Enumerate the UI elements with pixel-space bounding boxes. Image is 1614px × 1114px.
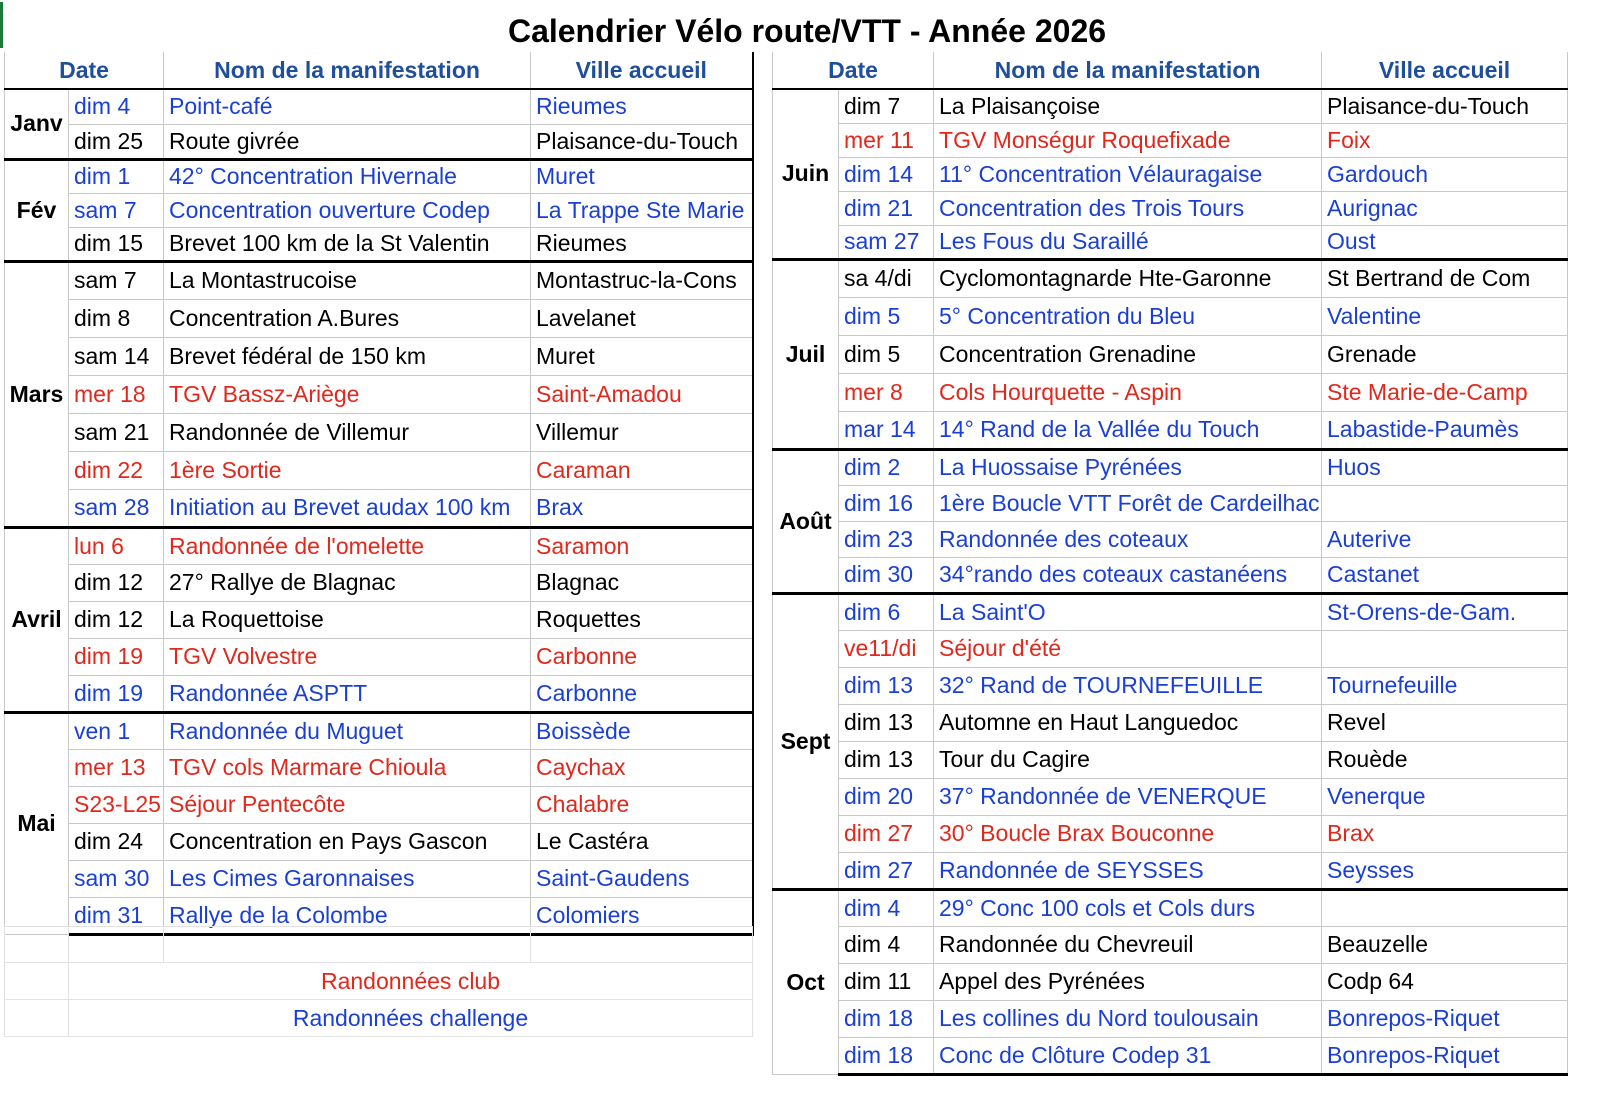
event-name-cell[interactable]: Initiation au Brevet audax 100 km bbox=[164, 489, 531, 527]
event-name-cell[interactable]: Brevet 100 km de la St Valentin bbox=[164, 227, 531, 261]
event-name-cell[interactable]: Les Cimes Garonnaises bbox=[164, 860, 531, 897]
month-cell[interactable]: Juil bbox=[773, 259, 839, 449]
event-city-cell[interactable]: Rieumes bbox=[531, 227, 753, 261]
event-date-cell[interactable]: dim 5 bbox=[839, 297, 934, 335]
event-city-cell[interactable]: Valentine bbox=[1322, 297, 1568, 335]
event-name-cell[interactable]: 14° Rand de la Vallée du Touch bbox=[934, 411, 1322, 449]
event-row bbox=[773, 667, 1568, 704]
event-row bbox=[5, 749, 753, 786]
event-row bbox=[773, 1000, 1568, 1037]
event-row bbox=[5, 337, 753, 375]
event-name-cell[interactable]: Concentration ouverture Codep bbox=[164, 193, 531, 227]
event-name-cell[interactable]: Concentration en Pays Gascon bbox=[164, 823, 531, 860]
event-name-cell[interactable]: 1ère Sortie bbox=[164, 451, 531, 489]
event-name-cell[interactable]: Brevet fédéral de 150 km bbox=[164, 337, 531, 375]
event-row bbox=[5, 638, 753, 675]
event-city-cell[interactable]: Saint-Amadou bbox=[531, 375, 753, 413]
event-row bbox=[5, 261, 753, 299]
event-city-cell[interactable]: Huos bbox=[1322, 449, 1568, 485]
event-row bbox=[773, 741, 1568, 778]
month-cell[interactable]: Avril bbox=[5, 527, 69, 712]
event-date-cell[interactable]: dim 27 bbox=[839, 852, 934, 889]
header-city[interactable]: Ville accueil bbox=[531, 52, 753, 89]
header-date[interactable]: Date bbox=[773, 52, 934, 89]
event-city-cell[interactable]: Brax bbox=[531, 489, 753, 527]
event-name-cell[interactable]: Cols Hourquette - Aspin bbox=[934, 373, 1322, 411]
event-row bbox=[5, 489, 753, 527]
event-date-cell[interactable]: dim 4 bbox=[839, 889, 934, 926]
event-row bbox=[773, 89, 1568, 123]
event-row bbox=[773, 815, 1568, 852]
calendar-title: Calendrier Vélo route/VTT - Année 2026 bbox=[507, 13, 1107, 49]
event-name-cell[interactable]: Randonnée des coteaux bbox=[934, 521, 1322, 557]
event-name-cell[interactable]: Route givrée bbox=[164, 124, 531, 159]
event-city-cell[interactable]: Montastruc-la-Cons bbox=[531, 261, 753, 299]
event-row bbox=[773, 123, 1568, 157]
month-cell[interactable]: Fév bbox=[5, 159, 69, 261]
event-name-cell[interactable]: Randonnée du Chevreuil bbox=[934, 926, 1322, 963]
event-date-cell[interactable]: dim 5 bbox=[839, 335, 934, 373]
event-city-cell[interactable]: Rouède bbox=[1322, 741, 1568, 778]
event-date-cell[interactable]: mer 13 bbox=[69, 749, 164, 786]
month-cell[interactable]: Sept bbox=[773, 593, 839, 889]
empty-cell[interactable] bbox=[69, 927, 164, 963]
event-row bbox=[5, 227, 753, 261]
empty-cell[interactable] bbox=[531, 927, 753, 963]
event-row bbox=[773, 411, 1568, 449]
event-row bbox=[5, 124, 753, 159]
event-city-cell[interactable]: Plaisance-du-Touch bbox=[1322, 89, 1568, 123]
event-date-cell[interactable]: dim 22 bbox=[69, 451, 164, 489]
event-date-cell[interactable]: dim 1 bbox=[69, 159, 164, 193]
event-row bbox=[773, 191, 1568, 225]
event-city-cell[interactable] bbox=[1322, 485, 1568, 521]
event-date-cell[interactable]: ve11/di bbox=[839, 630, 934, 667]
event-city-cell[interactable]: Revel bbox=[1322, 704, 1568, 741]
event-row bbox=[773, 485, 1568, 521]
empty-cell[interactable] bbox=[5, 963, 69, 1000]
event-row bbox=[773, 963, 1568, 1000]
event-city-cell[interactable]: Grenade bbox=[1322, 335, 1568, 373]
event-name-cell[interactable]: Séjour Pentecôte bbox=[164, 786, 531, 823]
event-row bbox=[773, 704, 1568, 741]
event-date-cell[interactable]: dim 20 bbox=[839, 778, 934, 815]
month-cell[interactable]: Oct bbox=[773, 889, 839, 1074]
empty-cell[interactable] bbox=[5, 1000, 69, 1037]
event-row bbox=[773, 521, 1568, 557]
event-row bbox=[773, 157, 1568, 191]
event-row bbox=[5, 564, 753, 601]
event-date-cell[interactable]: dim 18 bbox=[839, 1037, 934, 1074]
event-date-cell[interactable]: lun 6 bbox=[69, 527, 164, 564]
event-date-cell[interactable]: dim 13 bbox=[839, 741, 934, 778]
event-city-cell[interactable]: Aurignac bbox=[1322, 191, 1568, 225]
event-row bbox=[773, 297, 1568, 335]
event-date-cell[interactable]: dim 23 bbox=[839, 521, 934, 557]
event-city-cell[interactable]: Bonrepos-Riquet bbox=[1322, 1000, 1568, 1037]
event-date-cell[interactable]: sam 14 bbox=[69, 337, 164, 375]
event-city-cell[interactable]: Brax bbox=[1322, 815, 1568, 852]
event-city-cell[interactable]: Beauzelle bbox=[1322, 926, 1568, 963]
legend-club[interactable]: Randonnées club bbox=[69, 963, 753, 1000]
event-date-cell[interactable]: sam 21 bbox=[69, 413, 164, 451]
event-name-cell[interactable]: La Plaisançoise bbox=[934, 89, 1322, 123]
event-name-cell[interactable]: 27° Rallye de Blagnac bbox=[164, 564, 531, 601]
event-name-cell[interactable]: Point-café bbox=[164, 89, 531, 124]
event-date-cell[interactable]: mer 18 bbox=[69, 375, 164, 413]
event-row bbox=[773, 593, 1568, 630]
event-row bbox=[773, 778, 1568, 815]
event-name-cell[interactable]: TGV cols Marmare Chioula bbox=[164, 749, 531, 786]
event-date-cell[interactable]: sam 27 bbox=[839, 225, 934, 259]
event-date-cell[interactable]: sam 7 bbox=[69, 193, 164, 227]
event-name-cell[interactable]: Randonnée de SEYSSES bbox=[934, 852, 1322, 889]
event-name-cell[interactable]: 37° Randonnée de VENERQUE bbox=[934, 778, 1322, 815]
event-date-cell[interactable]: dim 13 bbox=[839, 667, 934, 704]
event-date-cell[interactable]: dim 18 bbox=[839, 1000, 934, 1037]
event-row bbox=[773, 557, 1568, 593]
event-name-cell[interactable]: 30° Boucle Brax Bouconne bbox=[934, 815, 1322, 852]
event-name-cell[interactable]: 1ère Boucle VTT Forêt de Cardeilhac bbox=[934, 485, 1322, 521]
month-cell[interactable]: Mars bbox=[5, 261, 69, 527]
event-name-cell[interactable]: 11° Concentration Vélauragaise bbox=[934, 157, 1322, 191]
event-row bbox=[5, 413, 753, 451]
event-city-cell[interactable]: Auterive bbox=[1322, 521, 1568, 557]
event-name-cell[interactable]: Concentration Grenadine bbox=[934, 335, 1322, 373]
event-row bbox=[5, 299, 753, 337]
event-date-cell[interactable]: dim 21 bbox=[839, 191, 934, 225]
event-date-cell[interactable]: dim 25 bbox=[69, 124, 164, 159]
month-cell[interactable]: Janv bbox=[5, 89, 69, 159]
event-city-cell[interactable]: Lavelanet bbox=[531, 299, 753, 337]
event-row bbox=[5, 675, 753, 712]
event-date-cell[interactable]: ven 1 bbox=[69, 712, 164, 749]
event-name-cell[interactable]: Appel des Pyrénées bbox=[934, 963, 1322, 1000]
event-name-cell[interactable]: Randonnée de Villemur bbox=[164, 413, 531, 451]
event-name-cell[interactable]: TGV Monségur Roquefixade bbox=[934, 123, 1322, 157]
event-city-cell[interactable]: Bonrepos-Riquet bbox=[1322, 1037, 1568, 1074]
event-date-cell[interactable]: dim 4 bbox=[69, 89, 164, 124]
event-name-cell[interactable]: La Saint'O bbox=[934, 593, 1322, 630]
event-city-cell[interactable]: Chalabre bbox=[531, 786, 753, 823]
event-name-cell[interactable]: Les collines du Nord toulousain bbox=[934, 1000, 1322, 1037]
event-row bbox=[773, 449, 1568, 485]
event-city-cell[interactable]: Ste Marie-de-Camp bbox=[1322, 373, 1568, 411]
event-name-cell[interactable]: Rallye de la Colombe bbox=[164, 897, 531, 934]
event-city-cell[interactable]: Oust bbox=[1322, 225, 1568, 259]
month-cell[interactable]: Juin bbox=[773, 89, 839, 259]
event-date-cell[interactable]: dim 27 bbox=[839, 815, 934, 852]
event-date-cell[interactable]: sam 7 bbox=[69, 261, 164, 299]
event-name-cell[interactable]: Automne en Haut Languedoc bbox=[934, 704, 1322, 741]
event-date-cell[interactable]: sam 28 bbox=[69, 489, 164, 527]
event-city-cell[interactable]: Villemur bbox=[531, 413, 753, 451]
event-row bbox=[5, 451, 753, 489]
month-cell[interactable]: Mai bbox=[5, 712, 69, 934]
event-name-cell[interactable]: TGV Volvestre bbox=[164, 638, 531, 675]
event-city-cell[interactable]: Caraman bbox=[531, 451, 753, 489]
event-row bbox=[773, 630, 1568, 667]
event-date-cell[interactable]: dim 16 bbox=[839, 485, 934, 521]
event-row bbox=[773, 889, 1568, 926]
event-city-cell[interactable]: St-Orens-de-Gam. bbox=[1322, 593, 1568, 630]
event-name-cell[interactable]: Randonnée de l'omelette bbox=[164, 527, 531, 564]
event-city-cell[interactable]: Carbonne bbox=[531, 638, 753, 675]
event-city-cell[interactable]: Caychax bbox=[531, 749, 753, 786]
event-city-cell[interactable]: Gardouch bbox=[1322, 157, 1568, 191]
event-city-cell[interactable]: Carbonne bbox=[531, 675, 753, 712]
event-name-cell[interactable]: Séjour d'été bbox=[934, 630, 1322, 667]
event-row bbox=[773, 259, 1568, 297]
event-date-cell[interactable]: dim 4 bbox=[839, 926, 934, 963]
event-date-cell[interactable]: dim 12 bbox=[69, 564, 164, 601]
event-row bbox=[773, 1037, 1568, 1074]
event-date-cell[interactable]: mer 11 bbox=[839, 123, 934, 157]
event-row bbox=[5, 823, 753, 860]
event-name-cell[interactable]: La Huossaise Pyrénées bbox=[934, 449, 1322, 485]
event-city-cell[interactable]: Saramon bbox=[531, 527, 753, 564]
event-name-cell[interactable]: Conc de Clôture Codep 31 bbox=[934, 1037, 1322, 1074]
calendar-table-left bbox=[4, 52, 754, 936]
event-name-cell[interactable]: Tour du Cagire bbox=[934, 741, 1322, 778]
event-city-cell[interactable]: Saint-Gaudens bbox=[531, 860, 753, 897]
event-row bbox=[5, 527, 753, 564]
event-name-cell[interactable]: Concentration des Trois Tours bbox=[934, 191, 1322, 225]
event-row bbox=[5, 159, 753, 193]
event-city-cell[interactable]: Le Castéra bbox=[531, 823, 753, 860]
event-row bbox=[773, 926, 1568, 963]
event-name-cell[interactable]: TGV Bassz-Ariège bbox=[164, 375, 531, 413]
event-row bbox=[773, 852, 1568, 889]
event-row bbox=[5, 601, 753, 638]
calendar-table-right bbox=[772, 52, 1568, 1076]
event-row bbox=[5, 860, 753, 897]
event-name-cell[interactable]: 5° Concentration du Bleu bbox=[934, 297, 1322, 335]
event-city-cell[interactable]: Boissède bbox=[531, 712, 753, 749]
event-date-cell[interactable]: S23-L25 bbox=[69, 786, 164, 823]
event-date-cell[interactable]: dim 19 bbox=[69, 638, 164, 675]
event-row bbox=[773, 373, 1568, 411]
event-city-cell[interactable] bbox=[1322, 889, 1568, 926]
event-name-cell[interactable]: La Roquettoise bbox=[164, 601, 531, 638]
empty-cell[interactable] bbox=[164, 927, 531, 963]
event-city-cell[interactable]: Muret bbox=[531, 159, 753, 193]
event-name-cell[interactable]: 34°rando des coteaux castanéens bbox=[934, 557, 1322, 593]
event-date-cell[interactable]: mer 8 bbox=[839, 373, 934, 411]
event-row bbox=[5, 786, 753, 823]
event-name-cell[interactable]: La Montastrucoise bbox=[164, 261, 531, 299]
event-name-cell[interactable]: Randonnée du Muguet bbox=[164, 712, 531, 749]
event-city-cell[interactable]: Muret bbox=[531, 337, 753, 375]
month-cell[interactable]: Août bbox=[773, 449, 839, 593]
event-city-cell[interactable]: Plaisance-du-Touch bbox=[531, 124, 753, 159]
event-row bbox=[5, 712, 753, 749]
event-city-cell[interactable]: Rieumes bbox=[531, 89, 753, 124]
event-date-cell[interactable]: dim 14 bbox=[839, 157, 934, 191]
event-city-cell[interactable]: Codp 64 bbox=[1322, 963, 1568, 1000]
event-date-cell[interactable]: dim 7 bbox=[839, 89, 934, 123]
header-date[interactable]: Date bbox=[5, 52, 164, 89]
event-city-cell[interactable]: Colomiers bbox=[531, 897, 753, 934]
event-row bbox=[5, 193, 753, 227]
event-city-cell[interactable]: Roquettes bbox=[531, 601, 753, 638]
event-name-cell[interactable]: Concentration A.Bures bbox=[164, 299, 531, 337]
event-city-cell[interactable]: Venerque bbox=[1322, 778, 1568, 815]
event-name-cell[interactable]: 42° Concentration Hivernale bbox=[164, 159, 531, 193]
event-date-cell[interactable]: dim 19 bbox=[69, 675, 164, 712]
event-date-cell[interactable]: sam 30 bbox=[69, 860, 164, 897]
event-city-cell[interactable]: St Bertrand de Com bbox=[1322, 259, 1568, 297]
event-city-cell[interactable]: Castanet bbox=[1322, 557, 1568, 593]
event-name-cell[interactable]: Randonnée ASPTT bbox=[164, 675, 531, 712]
legend-table bbox=[4, 926, 753, 1037]
event-city-cell[interactable] bbox=[1322, 630, 1568, 667]
event-row bbox=[773, 335, 1568, 373]
event-date-cell[interactable]: dim 30 bbox=[839, 557, 934, 593]
event-city-cell[interactable]: Foix bbox=[1322, 123, 1568, 157]
event-city-cell[interactable]: Seysses bbox=[1322, 852, 1568, 889]
event-city-cell[interactable]: Labastide-Paumès bbox=[1322, 411, 1568, 449]
event-date-cell[interactable]: dim 31 bbox=[69, 897, 164, 934]
event-row bbox=[5, 89, 753, 124]
event-date-cell[interactable]: dim 11 bbox=[839, 963, 934, 1000]
event-date-cell[interactable]: dim 2 bbox=[839, 449, 934, 485]
event-date-cell[interactable]: dim 12 bbox=[69, 601, 164, 638]
header-city[interactable]: Ville accueil bbox=[1322, 52, 1568, 89]
event-date-cell[interactable]: dim 6 bbox=[839, 593, 934, 630]
event-name-cell[interactable]: Cyclomontagnarde Hte-Garonne bbox=[934, 259, 1322, 297]
header-name[interactable]: Nom de la manifestation bbox=[164, 52, 531, 89]
event-date-cell[interactable]: dim 13 bbox=[839, 704, 934, 741]
event-city-cell[interactable]: Tournefeuille bbox=[1322, 667, 1568, 704]
event-name-cell[interactable]: 29° Conc 100 cols et Cols durs bbox=[934, 889, 1322, 926]
event-date-cell[interactable]: mar 14 bbox=[839, 411, 934, 449]
event-row bbox=[773, 225, 1568, 259]
event-date-cell[interactable]: dim 8 bbox=[69, 299, 164, 337]
event-date-cell[interactable]: dim 15 bbox=[69, 227, 164, 261]
empty-cell[interactable] bbox=[5, 927, 69, 963]
event-name-cell[interactable]: Les Fous du Saraillé bbox=[934, 225, 1322, 259]
event-city-cell[interactable]: La Trappe Ste Marie bbox=[531, 193, 753, 227]
legend-challenge[interactable]: Randonnées challenge bbox=[69, 1000, 753, 1037]
event-date-cell[interactable]: sa 4/di bbox=[839, 259, 934, 297]
event-row bbox=[5, 375, 753, 413]
event-name-cell[interactable]: 32° Rand de TOURNEFEUILLE bbox=[934, 667, 1322, 704]
event-date-cell[interactable]: dim 24 bbox=[69, 823, 164, 860]
header-name[interactable]: Nom de la manifestation bbox=[934, 52, 1322, 89]
event-city-cell[interactable]: Blagnac bbox=[531, 564, 753, 601]
